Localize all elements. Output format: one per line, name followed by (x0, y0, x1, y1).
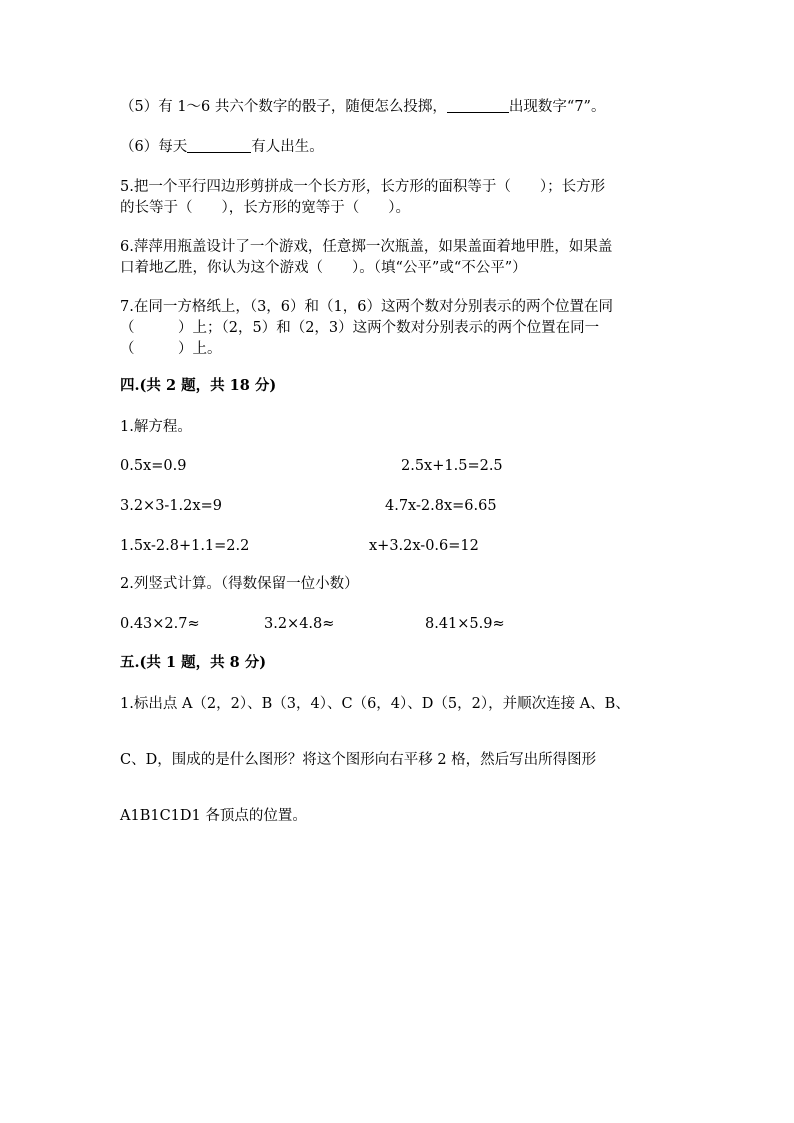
q5-text-post: 出现数字“7”。 (508, 99, 606, 115)
equation-1a: 0.5x=0.9 (120, 458, 187, 474)
section5-line3: A1B1C1D1 各顶点的位置。 (120, 808, 307, 824)
section5-title: 五.(共 1 题，共 8 分) (120, 654, 267, 671)
equation-2b: 4.7x-2.8x=6.65 (385, 498, 497, 514)
calc-3: 8.41×5.9≈ (425, 616, 505, 632)
p7-line2: （ ）上；（2，5）和（2，3）这两个数对分别表示的两个位置在同一 (120, 320, 600, 336)
equation-1b: 2.5x+1.5=2.5 (401, 458, 503, 474)
q6-text-post: 有人出生。 (251, 139, 324, 155)
section4-q1: 1.解方程。 (120, 419, 192, 435)
q6-line (120, 137, 324, 157)
equation-2a: 3.2×3-1.2x=9 (120, 498, 222, 514)
calc-1: 0.43×2.7≈ (120, 616, 200, 632)
p7-line1: 7.在同一方格纸上，（3，6）和（1，6）这两个数对分别表示的两个位置在同 (120, 299, 613, 315)
section5-line2: C、D，围成的是什么图形？将这个图形向右平移 2 格，然后写出所得图形 (120, 752, 597, 768)
p6-line1: 6.萍萍用瓶盖设计了一个游戏，任意掷一次瓶盖，如果盖面着地甲胜，如果盖 (120, 239, 613, 255)
p7-line3: （ ）上。 (120, 341, 222, 357)
section4-q2: 2.列竖式计算。（得数保留一位小数） (120, 576, 359, 592)
calc-2: 3.2×4.8≈ (264, 616, 335, 632)
q5-blank[interactable] (447, 97, 509, 113)
equation-3b: x+3.2x-0.6=12 (369, 538, 479, 554)
p6-line2: 口着地乙胜，你认为这个游戏（ ）。（填“公平”或“不公平”） (120, 260, 527, 276)
q6-blank[interactable] (187, 137, 251, 153)
q5-line (120, 97, 605, 117)
section5-line1: 1.标出点 A（2，2）、B（3，4）、C（6，4）、D（5，2），并顺次连接 A、B、 (120, 696, 630, 712)
p5-line1: 5.把一个平行四边形剪拼成一个长方形，长方形的面积等于（ ）；长方形 (120, 179, 606, 195)
section4-title: 四.(共 2 题，共 18 分) (120, 377, 277, 394)
p5-line2: 的长等于（ ），长方形的宽等于（ ）。 (120, 200, 410, 216)
q6-text-pre: （6）每天 (120, 139, 188, 155)
q5-text-pre: （5）有 1～6 共六个数字的骰子，随便怎么投掷， (120, 99, 447, 115)
equation-3a: 1.5x-2.8+1.1=2.2 (120, 538, 250, 554)
